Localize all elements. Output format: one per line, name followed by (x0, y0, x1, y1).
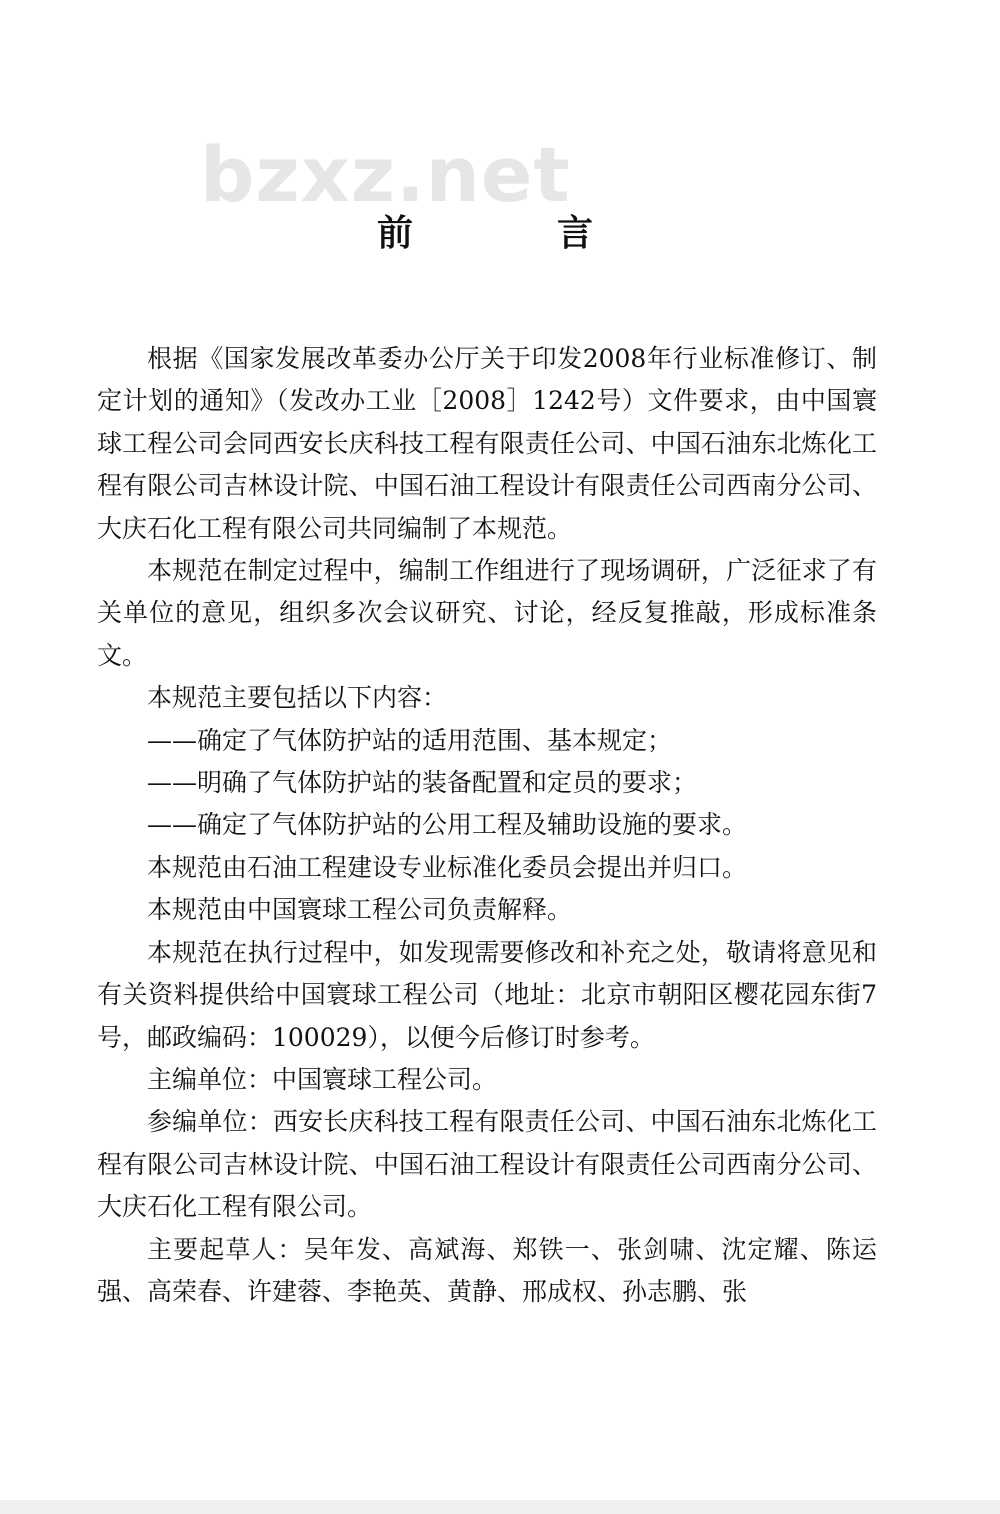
preface-body (97, 338, 877, 1313)
paragraph-contents-intro: 本规范主要包括以下内容： (147, 683, 448, 713)
paragraph-process: 本规范在制定过程中，编制工作组进行了现场调研，广泛征求了有关单位的意见，组织多次会议研究、讨论，经反复推敲，形成标准条文。 (97, 556, 877, 670)
watermark-text: bzxz.net (200, 130, 571, 219)
list-item: ——确定了气体防护站的公用工程及辅助设施的要求。 (147, 810, 748, 840)
page-title: 前 言 (376, 213, 647, 254)
list-item: ——确定了气体防护站的适用范围、基本规定； (147, 725, 673, 755)
paragraph-feedback: 本规范在执行过程中，如发现需要修改和补充之处，敬请将意见和有关资料提供给中国寰球工程公司（地址：北京市朝阳区樱花园东街7号，邮政编码：100029），以便今后修订时参考。 (97, 937, 877, 1052)
paragraph-basis: 根据《国家发展改革委办公厅关于印发2008年行业标准修订、制定计划的通知》（发改办工业［2008］1242号）文件要求，由中国寰球工程公司会同西安长庆科技工程有限责任公司、中国石油东北炼化工程有限公司吉林设计院、中国石油工程设计有限责任公司西南分公司、大庆石化工程有限公司共同编制了本规范。 (97, 344, 877, 543)
paragraph-participating-units: 参编单位：西安长庆科技工程有限责任公司、中国石油东北炼化工程有限公司吉林设计院、中国石油工程设计有限责任公司西南分公司、大庆石化工程有限公司。 (97, 1107, 877, 1222)
list-item: ——明确了气体防护站的装备配置和定员的要求； (147, 768, 698, 798)
page-bottom-edge (0, 1500, 1000, 1514)
paragraph-proposer: 本规范由石油工程建设专业标准化委员会提出并归口。 (147, 852, 748, 882)
paragraph-interpreter: 本规范由中国寰球工程公司负责解释。 (147, 895, 573, 925)
paragraph-chief-editor: 主编单位：中国寰球工程公司。 (147, 1064, 498, 1094)
paragraph-drafters: 主要起草人：吴年发、高斌海、郑铁一、张剑啸、沈定耀、陈运强、高荣春、许建蓉、李艳英、黄静、邢成权、孙志鹏、张 (97, 1234, 877, 1306)
